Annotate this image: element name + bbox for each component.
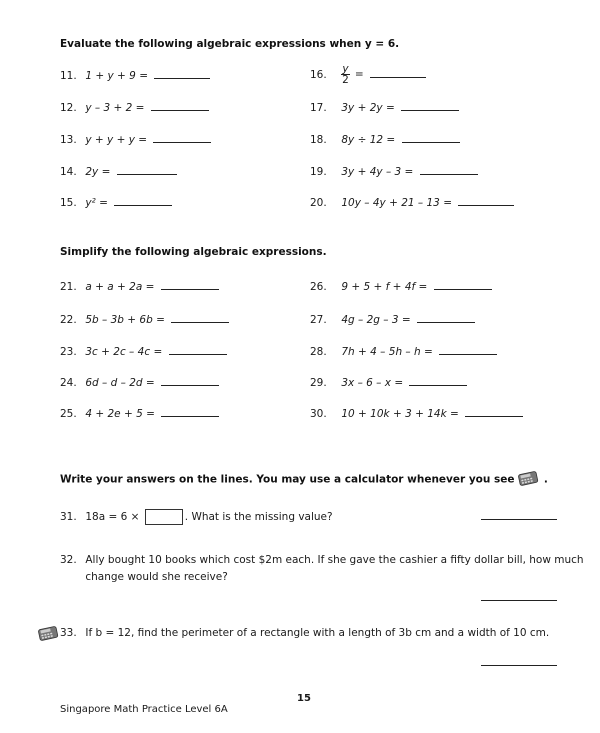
problem-33 — [60, 627, 549, 639]
answer-blank[interactable] — [154, 69, 210, 79]
problem-14 — [60, 165, 177, 178]
problem-number: 13. — [60, 134, 77, 146]
problem-15 — [60, 196, 172, 209]
answer-blank[interactable] — [458, 196, 514, 206]
section-heading-simplify: Simplify the following algebraic expressions. — [60, 246, 327, 258]
problem-number: 11. — [60, 70, 77, 82]
problem-11 — [60, 69, 210, 82]
problem-number: 16. — [310, 68, 327, 81]
problem-expression: a + a + 2a = — [85, 281, 155, 293]
problem-number: 26. — [310, 281, 327, 293]
answer-blank[interactable] — [161, 376, 219, 386]
problem-number: 31. — [60, 511, 77, 523]
problem-number: 28. — [310, 346, 327, 358]
problem-expression: 7h + 4 – 5h – h = — [341, 346, 433, 358]
problem-number: 25. — [60, 408, 77, 420]
problem-text-line1: Ally bought 10 books which cost $2m each. If she gave the cashier a fifty dollar bill, how much — [85, 554, 584, 566]
problem-number: 12. — [60, 102, 77, 114]
problem-21 — [60, 280, 219, 293]
fraction-denominator: 2 — [342, 74, 349, 86]
problem-19 — [310, 165, 478, 178]
answer-blank[interactable] — [169, 345, 227, 355]
problem-expression: 8y ÷ 12 = — [341, 134, 396, 146]
problem-17 — [310, 101, 459, 114]
answer-blank[interactable] — [434, 280, 492, 290]
problem-12 — [60, 101, 209, 114]
problem-20 — [310, 196, 514, 209]
problem-expression: 5b – 3b + 6b = — [85, 314, 165, 326]
problem-24 — [60, 376, 219, 389]
answer-blank[interactable] — [401, 101, 459, 111]
problem-expression: y² = — [85, 197, 108, 209]
problem-28 — [310, 345, 497, 358]
fraction-numerator: y — [342, 63, 349, 75]
problem-18 — [310, 133, 460, 146]
problem-number: 33. — [60, 627, 77, 639]
answer-blank[interactable] — [161, 407, 219, 417]
answer-blank[interactable] — [439, 345, 497, 355]
answer-line-33[interactable] — [481, 665, 557, 666]
problem-number: 27. — [310, 314, 327, 326]
problem-number: 15. — [60, 197, 77, 209]
answer-blank[interactable] — [465, 407, 523, 417]
problem-26 — [310, 280, 492, 293]
answer-blank[interactable] — [370, 68, 426, 78]
fraction — [341, 64, 349, 85]
problem-number: 21. — [60, 281, 77, 293]
answer-blank[interactable] — [409, 376, 467, 386]
answer-blank[interactable] — [151, 101, 209, 111]
answer-blank[interactable] — [153, 133, 211, 143]
problem-number: 14. — [60, 166, 77, 178]
answer-blank[interactable] — [114, 196, 172, 206]
problem-number: 17. — [310, 102, 327, 114]
problem-number: 30. — [310, 408, 327, 420]
problem-expression: 10y – 4y + 21 – 13 = — [341, 197, 452, 209]
problem-expression: 2y = — [85, 166, 111, 178]
section-heading-word-problems: Write your answers on the lines. You may use a calculator whenever you see . — [60, 470, 548, 489]
problem-text-line2: change would she receive? — [85, 571, 228, 583]
problem-expression: 3y + 4y – 3 = — [341, 166, 414, 178]
problem-expression: 1 + y + 9 = — [85, 70, 149, 82]
problem-number: 29. — [310, 377, 327, 389]
problem-number: 32. — [60, 554, 77, 566]
problem-number: 22. — [60, 314, 77, 326]
answer-blank[interactable] — [171, 313, 229, 323]
problem-expression: 4g – 2g – 3 = — [341, 314, 411, 326]
problem-expression: y + y + y = — [85, 134, 148, 146]
problem-number: 18. — [310, 134, 327, 146]
problem-29 — [310, 376, 467, 389]
problem-16 — [310, 64, 426, 85]
problem-expression: 6d – d – 2d = — [85, 377, 155, 389]
problem-number: 20. — [310, 197, 327, 209]
problem-expression: 3x – 6 – x = — [341, 377, 404, 389]
page-number: 15 — [297, 693, 311, 704]
calculator-icon — [518, 470, 540, 489]
answer-blank[interactable] — [402, 133, 460, 143]
answer-line-31[interactable] — [481, 519, 557, 520]
problem-27 — [310, 313, 475, 326]
problem-expression: 3c + 2c – 4c = — [85, 346, 163, 358]
problem-expression: 10 + 10k + 3 + 14k = — [341, 408, 459, 420]
answer-line-32[interactable] — [481, 600, 557, 601]
problem-expression: 4 + 2e + 5 = — [85, 408, 155, 420]
problem-text-after-box: . What is the missing value? — [184, 511, 333, 523]
calculator-icon — [38, 625, 60, 645]
answer-blank[interactable] — [417, 313, 475, 323]
section-heading-text: Write your answers on the lines. You may use a calculator whenever you see — [60, 473, 515, 486]
problem-expression: 3y + 2y = — [341, 102, 395, 114]
book-title: Singapore Math Practice Level 6A — [60, 704, 228, 715]
problem-25 — [60, 407, 219, 420]
problem-number: 23. — [60, 346, 77, 358]
answer-blank[interactable] — [161, 280, 219, 290]
problem-expression: y – 3 + 2 = — [85, 102, 145, 114]
problem-23 — [60, 345, 227, 358]
answer-blank[interactable] — [117, 165, 177, 175]
problem-text-before-box: 18a = 6 × — [85, 511, 140, 523]
section-heading-evaluate: Evaluate the following algebraic expressions when y = 6. — [60, 38, 400, 50]
problem-expression: 9 + 5 + f + 4f = — [341, 281, 428, 293]
problem-expression: = — [354, 68, 364, 81]
missing-value-box[interactable] — [145, 509, 183, 525]
problem-text: If b = 12, find the perimeter of a rectangle with a length of 3b cm and a width of 10 cm. — [85, 627, 550, 639]
problem-32 — [60, 552, 584, 586]
problem-30 — [310, 407, 523, 420]
problem-13 — [60, 133, 211, 146]
problem-number: 24. — [60, 377, 77, 389]
answer-blank[interactable] — [420, 165, 478, 175]
problem-number: 19. — [310, 166, 327, 178]
problem-31 — [60, 509, 333, 525]
problem-22 — [60, 313, 229, 326]
